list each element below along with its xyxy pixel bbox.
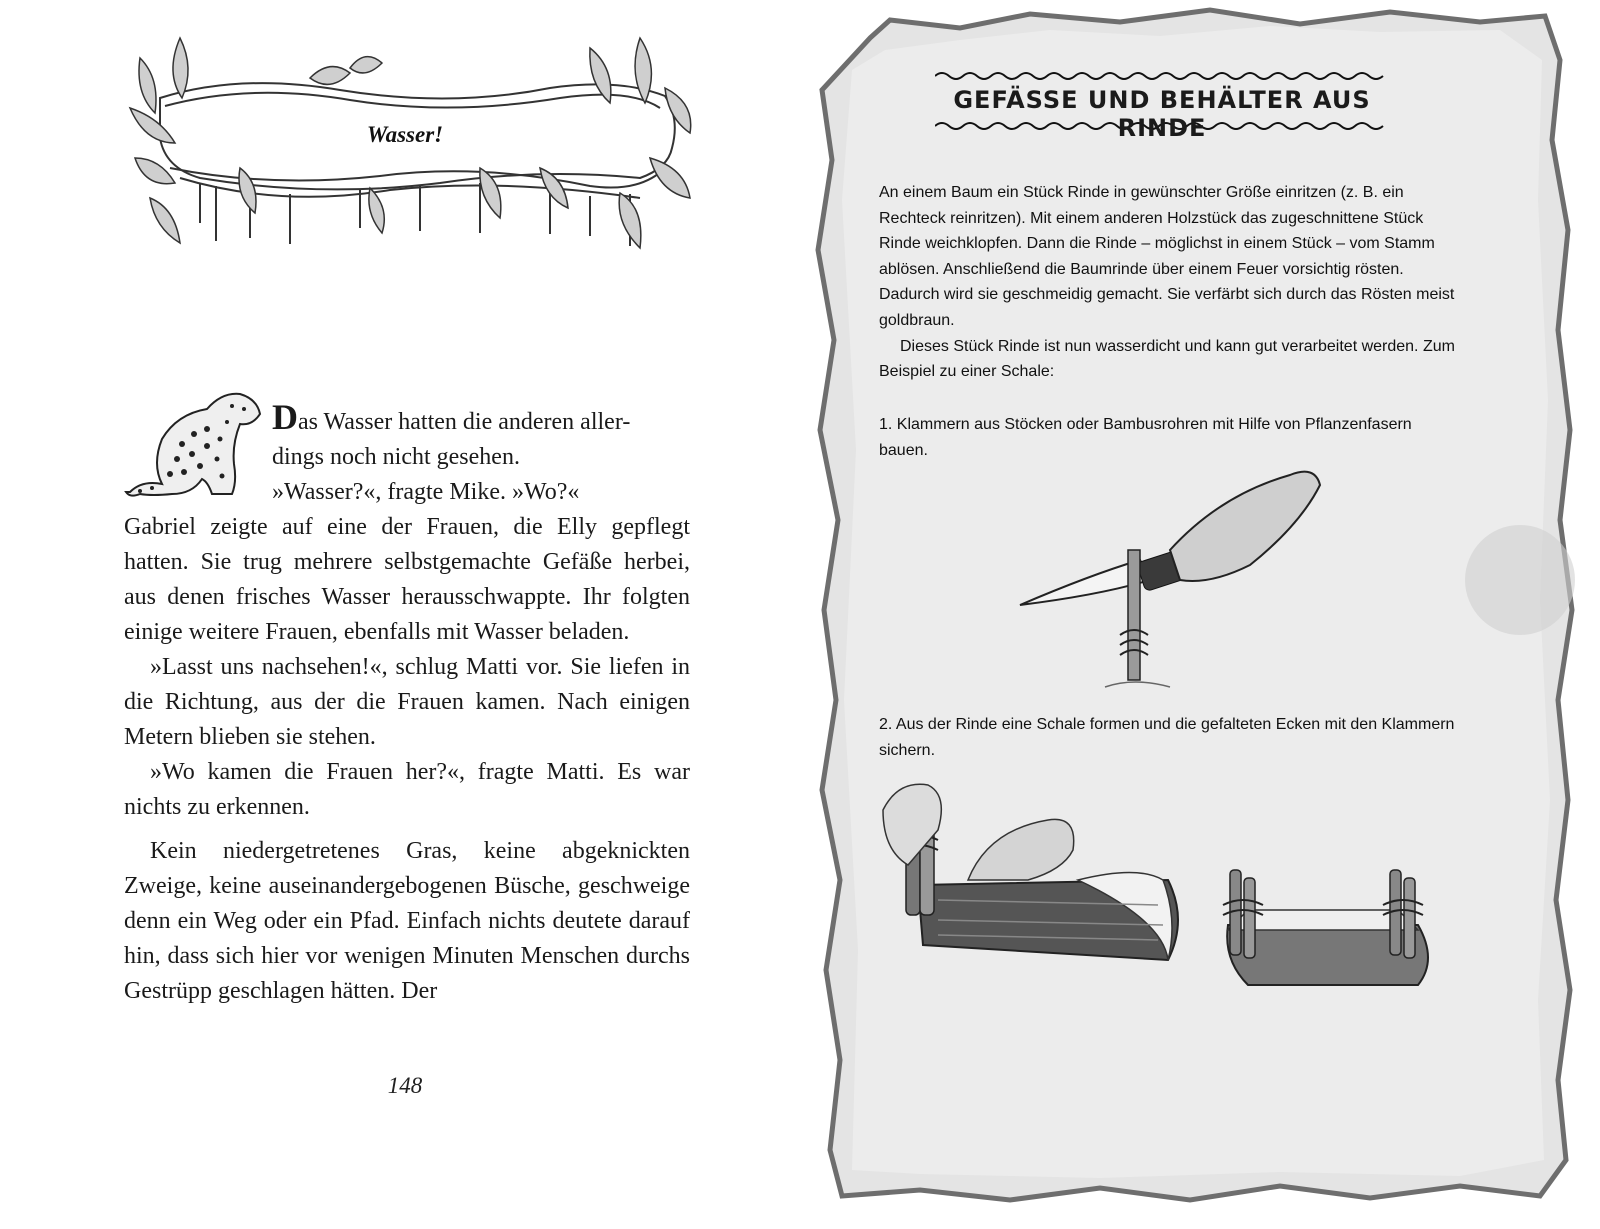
drop-cap: D xyxy=(272,397,298,437)
story-paragraph: Gabriel zeigte auf eine der Frauen, die Elly gepflegt hatten. Sie trug mehrere selbstgemachte Gefäße herbei, aus denen frisches Wasser herausschwappte. Ihr folgten einige weitere Frauen, ebenfalls mit Wasser beladen. xyxy=(124,514,690,645)
story-line: »Wasser?«, fragte Mike. »Wo?« xyxy=(272,479,580,505)
story-line: Das Wasser hatten die anderen aller- xyxy=(272,397,631,437)
knife-carving-illustration xyxy=(1010,455,1330,695)
info-heading: GEFÄSSE UND BEHÄLTER AUS RINDE xyxy=(953,86,1371,142)
story-line: dings noch nicht gesehen. xyxy=(272,444,520,470)
instructions-intro-2: Dieses Stück Rinde ist nun wasserdicht und kann gut verarbeitet werden. Zum Beispiel zu einer Schale: xyxy=(879,337,1455,381)
vine-frame-illustration xyxy=(120,18,695,278)
instructions-intro: An einem Baum ein Stück Rinde in gewünschter Größe einritzen (z. B. ein Rechteck reinritzen). Mit einem anderen Holzstück das zugeschnittene Stück Rinde weichklopfen. Dann die Rinde – möglichst in einem Stück – vom Stamm ablösen. Anschließend die Baumrinde über einem Feuer vorsichtig rösten. Dadurch wird sie geschmeidig gemacht. Sie verfärbt sich durch das Rösten meist goldbraun. xyxy=(879,184,1455,329)
story-paragraph: »Wo kamen die Frauen her?«, fragte Matti. Es war nichts zu erkennen. xyxy=(124,759,690,820)
story-paragraph: »Lasst uns nachsehen!«, schlug Matti vor. Sie liefen in die Richtung, aus der die Frauen kamen. Nach einigen Metern blieben sie stehen. xyxy=(124,654,690,750)
right-page xyxy=(800,0,1600,1229)
story-paragraph: Kein niedergetretenes Gras, keine abgeknickten Zweige, keine auseinandergebogenen Büsche, geschweige denn ein Weg oder ein Pfad. Einfach nichts deutete darauf hin, dass sich hier vor wenigen Minuten Menschen durchs Gestrüpp geschlagen hätten. Der xyxy=(124,838,690,1004)
chapter-title: Wasser! xyxy=(366,122,444,147)
instructions-text xyxy=(879,180,1459,385)
step-2: 2. Aus der Rinde eine Schale formen und die gefalteten Ecken mit den Klammern sichern. xyxy=(879,716,1455,759)
bark-bowl-illustration xyxy=(878,770,1458,990)
step-1: 1. Klammern aus Stöcken oder Bambusrohren mit Hilfe von Pflanzenfasern bauen. xyxy=(879,416,1412,459)
page-number: 148 xyxy=(387,1073,423,1098)
story-text xyxy=(124,397,690,1009)
